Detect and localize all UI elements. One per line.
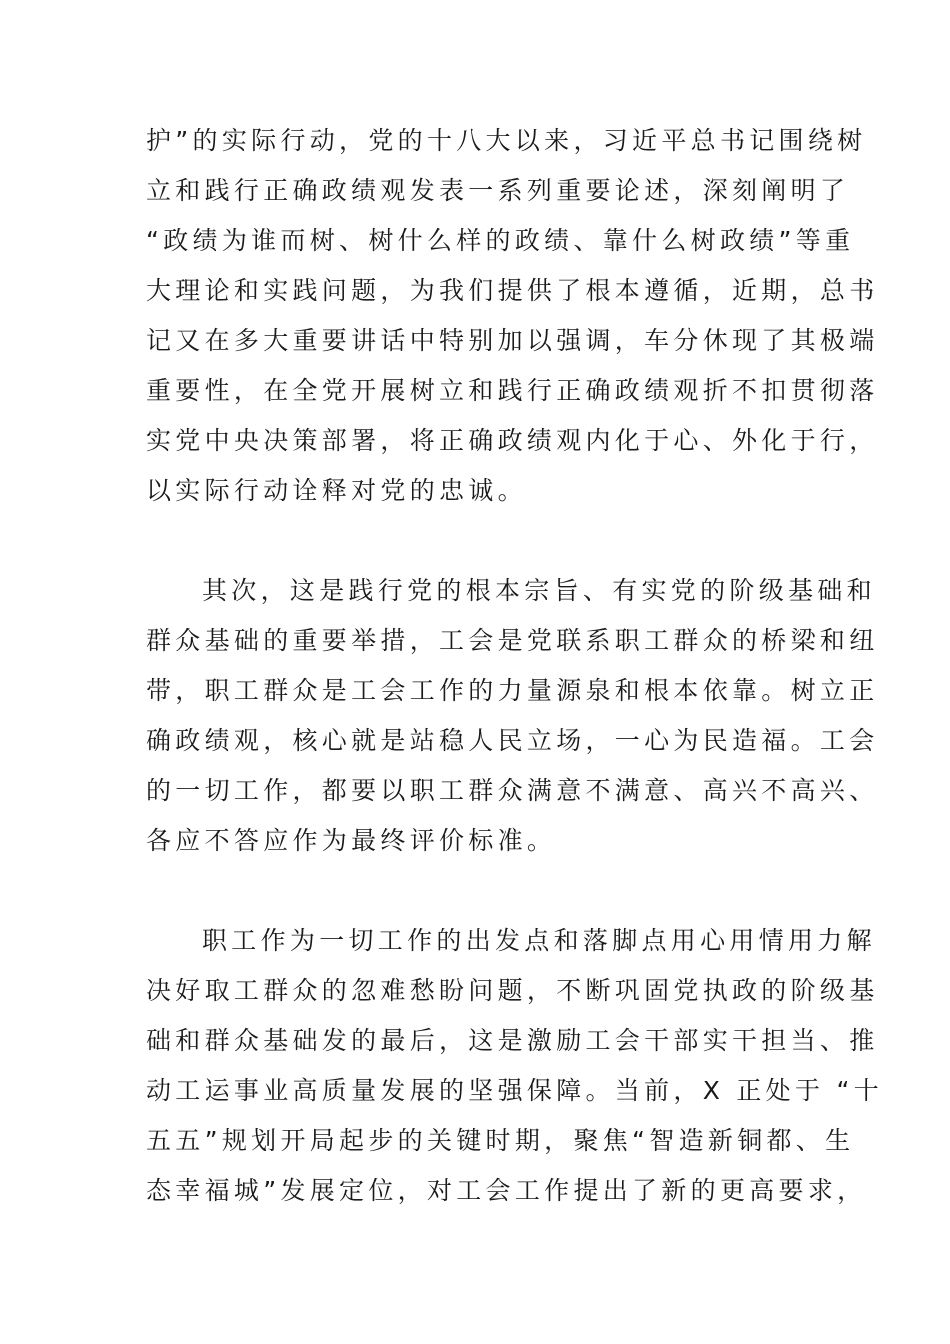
paragraph-1-line-7: 实党中央决策部署，将正确政绩观内化于心、外化于行， [146, 426, 879, 455]
paragraph-2-line-5: 的一切工作，都要以职工群众满意不满意、高兴不高兴、 [146, 776, 879, 805]
paragraph-2-line-2: 群众基础的重要举措，工会是党联系职工群众的桥梁和纽 [146, 626, 879, 655]
paragraph-1-line-3: “政绩为谁而树、树什么样的政绩、靠什么树政绩”等重 [146, 226, 855, 255]
paragraph-2 [146, 566, 879, 866]
paragraph-3-line-4: 动工运事业高质量发展的坚强保障。当前，X 正处于 “十 [146, 1076, 884, 1105]
paragraph-2-line-6: 各应不答应作为最终评价标准。 [146, 826, 557, 855]
paragraph-3-line-3: 础和群众基础发的最后，这是激励工会干部实干担当、推 [146, 1026, 879, 1055]
paragraph-2-line-4: 确政绩观，核心就是站稳人民立场，一心为民造福。工会 [146, 726, 879, 755]
paragraph-1-line-1: 护”的实际行动，党的十八大以来，习近平总书记围绕树 [146, 126, 867, 155]
paragraph-3-line-6: 态幸福城”发展定位，对工会工作提出了新的更高要求， [146, 1176, 867, 1205]
paragraph-3-line-2: 决好取工群众的忽难愁盼问题，不断巩固党执政的阶级基 [146, 976, 879, 1005]
paragraph-3-line-5: 五五”规划开局起步的关键时期，聚焦“智造新铜都、生 [146, 1126, 855, 1155]
paragraph-2-line-3: 带，职工群众是工会工作的力量源泉和根本依靠。树立正 [146, 676, 879, 705]
paragraph-1-line-8: 以实际行动诠释对党的忠诚。 [146, 476, 527, 505]
paragraph-1-line-6: 重要性，在全党开展树立和践行正确政绩观折不扣贯彻落 [146, 376, 879, 405]
paragraph-1-line-2: 立和践行正确政绩观发表一系列重要论述，深刻阐明了 [146, 176, 850, 205]
paragraph-1-line-5: 记又在多大重要讲话中特别加以强调，车分休现了其极端 [146, 326, 879, 355]
paragraph-1 [146, 116, 879, 516]
paragraph-2-line-1: 其次，这是践行党的根本宗旨、有实党的阶级基础和 [202, 576, 876, 605]
paragraph-1-line-4: 大理论和实践问题，为我们提供了根本遵循，近期，总书 [146, 276, 879, 305]
paragraph-3-line-1: 职工作为一切工作的出发点和落脚点用心用情用力解 [202, 926, 876, 955]
paragraph-3 [146, 916, 884, 1216]
